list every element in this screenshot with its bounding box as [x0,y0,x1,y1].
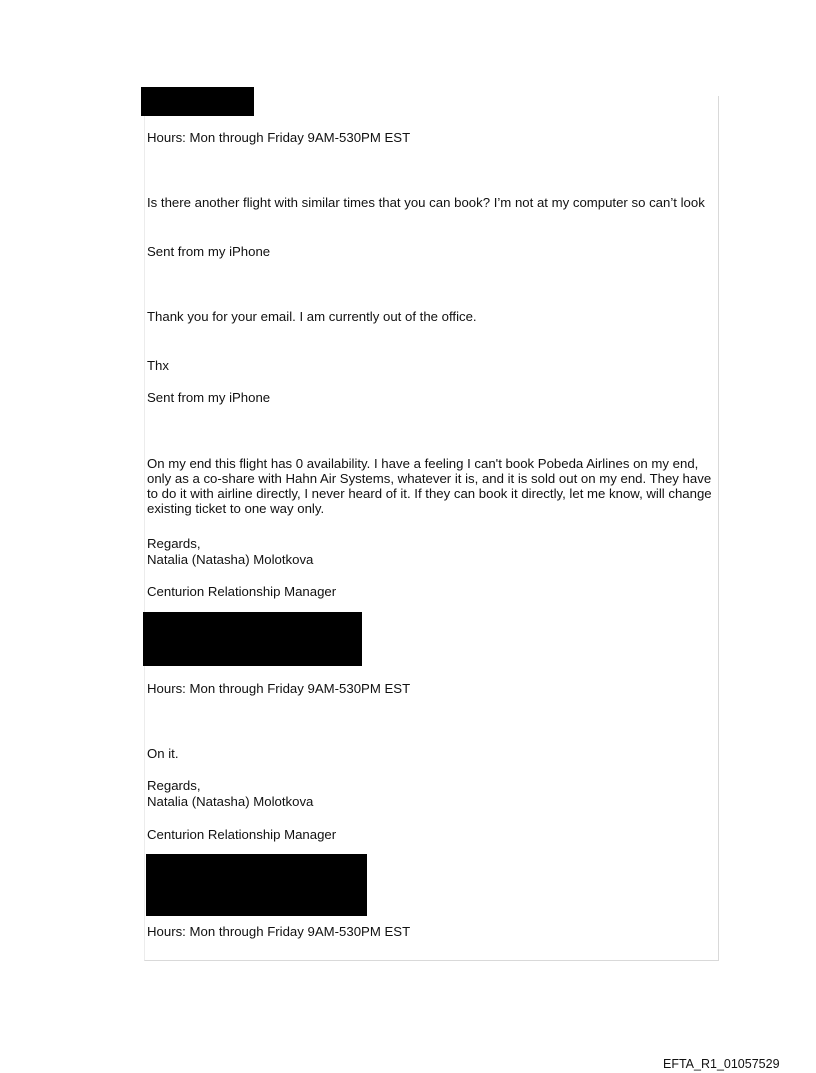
hours-text: Hours: Mon through Friday 9AM-530PM EST [147,924,411,939]
redaction-box [141,87,254,116]
message-body: Thank you for your email. I am currently out of the office. [147,309,477,324]
sent-from-text: Sent from my iPhone [147,390,271,405]
message-body: Is there another flight with similar times that you can book? I’m not at my computer so can’t look [147,195,705,210]
signature-title: Centurion Relationship Manager [147,827,337,842]
signature-name: Natalia (Natasha) Molotkova [147,794,314,809]
message-body: On it. [147,746,179,761]
redaction-box [143,612,362,666]
sent-from-text: Sent from my iPhone [147,244,271,259]
signature-name: Natalia (Natasha) Molotkova [147,552,314,567]
regards-text: Regards, [147,536,201,551]
message-body: Thx [147,358,169,373]
redaction-box [146,854,367,916]
hours-text: Hours: Mon through Friday 9AM-530PM EST [147,130,411,145]
message-body: On my end this flight has 0 availability. I have a feeling I can't book Pobeda Airlines on my end, only as a co-share with Hahn Air Systems, whatever it is, and it is sold out on my end. They have to do it with airline directly, I never heard of it. If they can book it directly, let me know, will change existing ticket to one way only. [147,456,712,516]
document-id: EFTA_R1_01057529 [663,1057,780,1071]
hours-text: Hours: Mon through Friday 9AM-530PM EST [147,681,411,696]
signature-title: Centurion Relationship Manager [147,584,337,599]
regards-text: Regards, [147,778,201,793]
